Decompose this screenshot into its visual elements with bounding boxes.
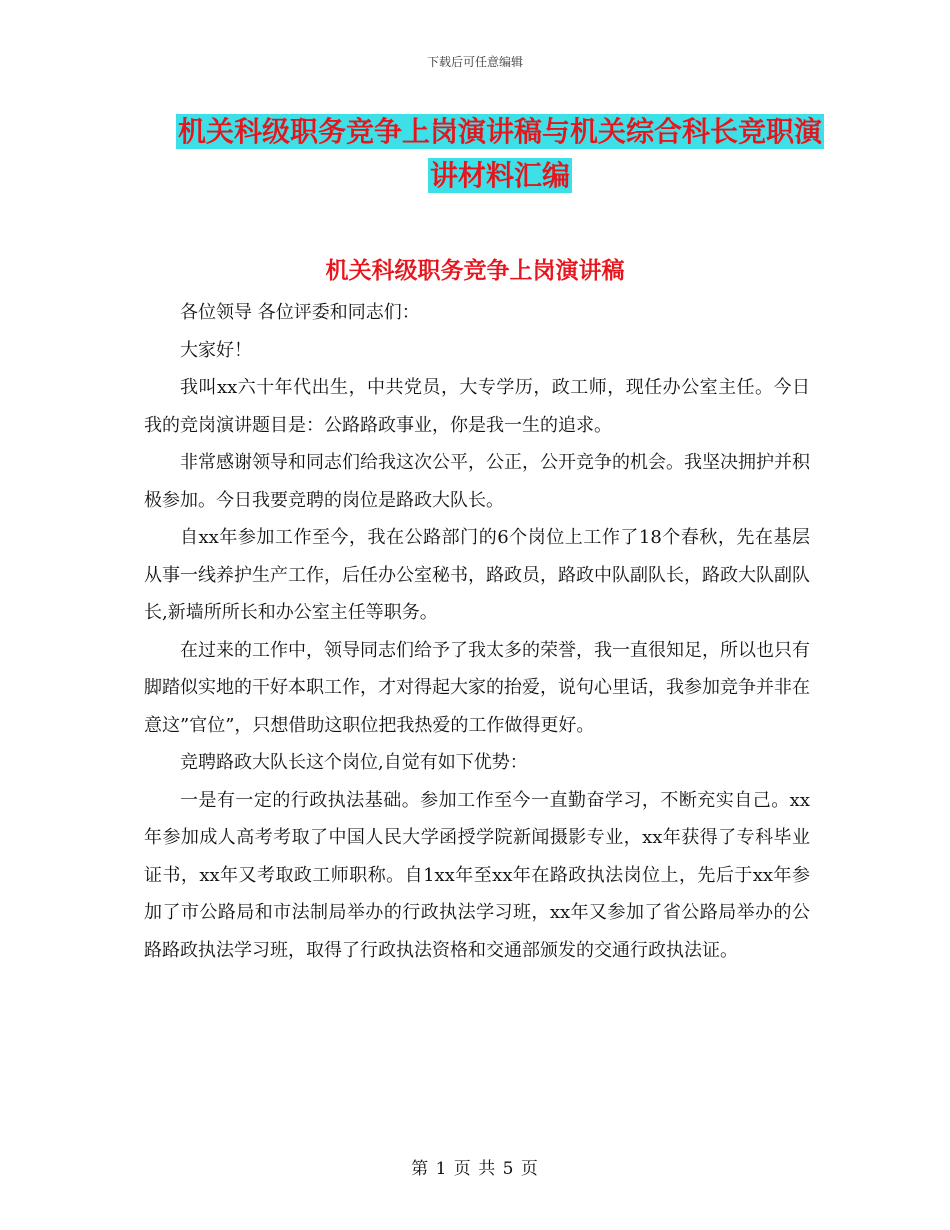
paragraph: 在过来的工作中，领导同志们给予了我太多的荣誉，我一直很知足，所以也只有脚踏似实地的干好本职工作，才对得起大家的抬爱，说句心里话，我参加竞争并非在意这”官位”，只想借助这职位把我热爱的工作做得更好。 [144, 639, 810, 736]
paragraph: 一是有一定的行政执法基础。参加工作至今一直勤奋学习，不断充实自己。xx年参加成人高考考取了中国人民大学函授学院新闻摄影专业，xx年获得了专科毕业证书，xx年又考取政工师职称。自1xx年至xx年在路政执法岗位上，先后于xx年参加了市公路局和市法制局举办的行政执法学习班，xx年又参加了省公路局举办的公路路政执法学习班，取得了行政执法资格和交通部颁发的交通行政执法证。 [144, 789, 810, 961]
paragraph: 非常感谢领导和同志们给我这次公平，公正，公开竞争的机会。我坚决拥护并积极参加。今日我要竞聘的岗位是路政大队长。 [144, 452, 810, 511]
document-title-line-1: 机关科级职务竞争上岗演讲稿与机关综合科长竞职演 [177, 115, 822, 148]
document-body [144, 294, 810, 969]
header-note: 下载后可任意编辑 [426, 55, 523, 69]
paragraph: 自xx年参加工作至今，我在公路部门的6个岗位上工作了18个春秋，先在基层从事一线养护生产工作，后任办公室秘书，路政员，路政中队副队长，路政大队副队长,新墙所所长和办公室主任等职务。 [144, 527, 810, 623]
page-number-footer: 第 1 页 共 5 页 [411, 1159, 539, 1179]
paragraph: 我叫xx六十年代出生，中共党员，大专学历，政工师，现任办公室主任。今日我的竞岗演讲题目是：公路路政事业，你是我一生的追求。 [144, 377, 810, 436]
paragraph: 竞聘路政大队长这个岗位,自觉有如下优势： [180, 752, 528, 773]
paragraph: 大家好！ [180, 339, 252, 361]
document-title [150, 110, 850, 198]
document-title-line-2: 讲材料汇编 [429, 159, 570, 192]
section-title: 机关科级职务竞争上岗演讲稿 [325, 258, 625, 284]
paragraph: 各位领导 各位评委和同志们： [180, 302, 420, 323]
